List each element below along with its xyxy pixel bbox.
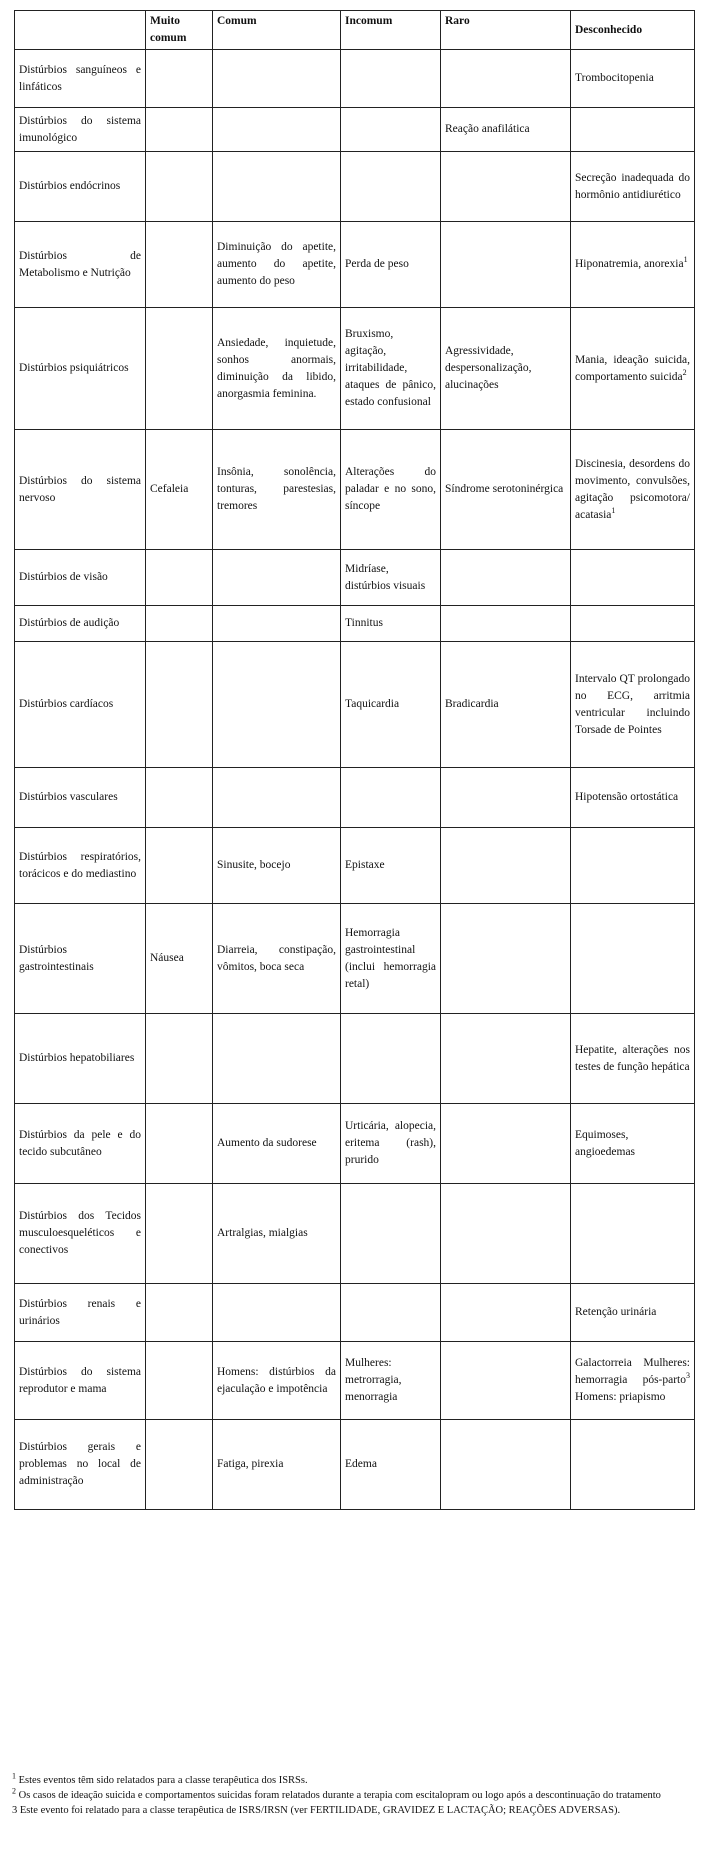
cell-common <box>213 768 341 828</box>
cell-unknown <box>571 904 695 1014</box>
cell-rare <box>441 50 571 108</box>
cell-organ-system: Distúrbios da pele e do tecido subcutâneo <box>15 1104 146 1184</box>
header-rare: Raro <box>441 11 571 50</box>
cell-uncommon: Taquicardia <box>341 642 441 768</box>
cell-organ-system: Distúrbios cardíacos <box>15 642 146 768</box>
cell-unknown <box>571 108 695 152</box>
cell-common <box>213 642 341 768</box>
table-row <box>15 1284 695 1342</box>
cell-organ-system: Distúrbios hepatobiliares <box>15 1014 146 1104</box>
cell-very-common <box>146 152 213 222</box>
cell-common: Aumento da sudorese <box>213 1104 341 1184</box>
cell-uncommon <box>341 50 441 108</box>
cell-common <box>213 1284 341 1342</box>
cell-rare <box>441 904 571 1014</box>
cell-organ-system: Distúrbios gerais e problemas no local de administração <box>15 1420 146 1510</box>
cell-organ-system: Distúrbios do sistema nervoso <box>15 430 146 550</box>
table-row <box>15 430 695 550</box>
cell-very-common <box>146 1342 213 1420</box>
table-row <box>15 828 695 904</box>
cell-uncommon <box>341 1284 441 1342</box>
cell-uncommon: Urticária, alopecia, eritema (rash), prurido <box>341 1104 441 1184</box>
cell-uncommon <box>341 1014 441 1104</box>
footnotes <box>12 1771 696 1819</box>
cell-common <box>213 606 341 642</box>
cell-organ-system: Distúrbios psiquiátricos <box>15 308 146 430</box>
cell-unknown: Trombocitopenia <box>571 50 695 108</box>
cell-very-common <box>146 222 213 308</box>
cell-unknown: Retenção urinária <box>571 1284 695 1342</box>
cell-organ-system: Distúrbios do sistema reprodutor e mama <box>15 1342 146 1420</box>
table-row <box>15 1420 695 1510</box>
cell-common <box>213 50 341 108</box>
cell-rare <box>441 1184 571 1284</box>
table-row <box>15 606 695 642</box>
header-very-common: Muito comum <box>146 11 213 50</box>
cell-common: Fatiga, pirexia <box>213 1420 341 1510</box>
footnote-reference: 2 <box>682 367 687 377</box>
cell-common: Diarreia, constipação, vômitos, boca seca <box>213 904 341 1014</box>
footnote-reference: 3 <box>686 1371 690 1381</box>
cell-common <box>213 550 341 606</box>
cell-rare <box>441 768 571 828</box>
cell-rare <box>441 1284 571 1342</box>
cell-organ-system: Distúrbios endócrinos <box>15 152 146 222</box>
cell-unknown <box>571 1184 695 1284</box>
cell-organ-system: Distúrbios sanguíneos e linfáticos <box>15 50 146 108</box>
cell-rare <box>441 1104 571 1184</box>
cell-very-common <box>146 1184 213 1284</box>
cell-unknown <box>571 550 695 606</box>
cell-very-common: Náusea <box>146 904 213 1014</box>
cell-uncommon: Mulheres: metrorragia, menorragia <box>341 1342 441 1420</box>
cell-common: Sinusite, bocejo <box>213 828 341 904</box>
header-organ-system <box>15 11 146 50</box>
cell-rare <box>441 1420 571 1510</box>
table-row <box>15 152 695 222</box>
cell-organ-system: Distúrbios de visão <box>15 550 146 606</box>
cell-unknown: Intervalo QT prolongado no ECG, arritmia ventricular incluindo Torsade de Pointes <box>571 642 695 768</box>
footnote-reference: 1 <box>611 505 616 515</box>
table-row <box>15 50 695 108</box>
cell-unknown: Hipotensão ortostática <box>571 768 695 828</box>
table-row <box>15 1104 695 1184</box>
cell-very-common <box>146 642 213 768</box>
cell-very-common <box>146 50 213 108</box>
cell-very-common <box>146 1284 213 1342</box>
cell-very-common <box>146 1420 213 1510</box>
table-row <box>15 768 695 828</box>
cell-rare: Bradicardia <box>441 642 571 768</box>
cell-uncommon: Edema <box>341 1420 441 1510</box>
table-row <box>15 1014 695 1104</box>
cell-rare <box>441 550 571 606</box>
cell-very-common <box>146 308 213 430</box>
cell-rare: Reação anafilática <box>441 108 571 152</box>
cell-very-common <box>146 550 213 606</box>
cell-unknown: Equimoses, angioedemas <box>571 1104 695 1184</box>
cell-rare <box>441 222 571 308</box>
cell-uncommon: Epistaxe <box>341 828 441 904</box>
footnote: $^1$ Estes eventos têm sido relatados para a classe terapêutica dos ISRSs. <box>12 1771 308 1786</box>
table-row <box>15 1184 695 1284</box>
cell-uncommon: Perda de peso <box>341 222 441 308</box>
cell-common: Artralgias, mialgias <box>213 1184 341 1284</box>
footnote: $^2$ Os casos de ideação suicida e comportamentos suicidas foram relatados durante a terapia com escitalopram ou logo após a descontinuação do tratamento <box>12 1786 661 1801</box>
table-body <box>15 50 695 1510</box>
table-header-row <box>15 11 695 50</box>
cell-uncommon: Tinnitus <box>341 606 441 642</box>
cell-unknown: Discinesia, desordens do movimento, convulsões, agitação psicomotora/ acatasia$^1$ <box>571 430 695 550</box>
cell-unknown: Hepatite, alterações nos testes de função hepática <box>571 1014 695 1104</box>
cell-rare <box>441 828 571 904</box>
cell-very-common <box>146 1104 213 1184</box>
cell-rare <box>441 1342 571 1420</box>
cell-uncommon: Midríase, distúrbios visuais <box>341 550 441 606</box>
table-row <box>15 222 695 308</box>
cell-organ-system: Distúrbios gastrointestinais <box>15 904 146 1014</box>
cell-very-common <box>146 108 213 152</box>
table-row <box>15 1342 695 1420</box>
cell-rare <box>441 1014 571 1104</box>
cell-common <box>213 108 341 152</box>
cell-rare: Síndrome serotoninérgica <box>441 430 571 550</box>
cell-rare <box>441 152 571 222</box>
cell-uncommon <box>341 108 441 152</box>
cell-unknown <box>571 828 695 904</box>
cell-common <box>213 152 341 222</box>
cell-common <box>213 1014 341 1104</box>
cell-unknown <box>571 606 695 642</box>
cell-organ-system: Distúrbios de audição <box>15 606 146 642</box>
table-row <box>15 642 695 768</box>
cell-organ-system: Distúrbios dos Tecidos musculoesqueléticos e conectivos <box>15 1184 146 1284</box>
cell-unknown <box>571 1420 695 1510</box>
cell-organ-system: Distúrbios de Metabolismo e Nutrição <box>15 222 146 308</box>
cell-unknown: Mania, ideação suicida, comportamento suicida$^2$ <box>571 308 695 430</box>
cell-uncommon <box>341 1184 441 1284</box>
footnote: 3 Este evento foi relatado para a classe terapêutica de ISRS/IRSN (ver FERTILIDADE, GRAVIDEZ E LACTAÇÃO; REAÇÕES ADVERSAS). <box>12 1805 621 1816</box>
cell-organ-system: Distúrbios do sistema imunológico <box>15 108 146 152</box>
cell-common: Insônia, sonolência, tonturas, parestesias, tremores <box>213 430 341 550</box>
cell-common: Homens: distúrbios da ejaculação e impotência <box>213 1342 341 1420</box>
cell-unknown: Hiponatremia, anorexia$^1$ <box>571 222 695 308</box>
table-row <box>15 550 695 606</box>
cell-unknown: Secreção inadequada do hormônio antidiurético <box>571 152 695 222</box>
table-row <box>15 904 695 1014</box>
cell-organ-system: Distúrbios renais e urinários <box>15 1284 146 1342</box>
cell-very-common <box>146 606 213 642</box>
cell-common: Ansiedade, inquietude, sonhos anormais, diminuição da libido, anorgasmia feminina. <box>213 308 341 430</box>
cell-very-common <box>146 768 213 828</box>
cell-rare: Agressividade, despersonalização, alucinações <box>441 308 571 430</box>
cell-uncommon: Hemorragia gastrointestinal (inclui hemorragia retal) <box>341 904 441 1014</box>
adverse-reactions-table <box>14 10 695 1510</box>
cell-organ-system: Distúrbios respiratórios, torácicos e do mediastino <box>15 828 146 904</box>
header-common: Comum <box>213 11 341 50</box>
cell-uncommon <box>341 152 441 222</box>
cell-very-common: Cefaleia <box>146 430 213 550</box>
cell-unknown: Galactorreia Mulheres: hemorragia pós-parto$^3$ Homens: priapismo <box>571 1342 695 1420</box>
cell-uncommon: Bruxismo, agitação, irritabilidade, ataques de pânico, estado confusional <box>341 308 441 430</box>
table-row <box>15 308 695 430</box>
cell-uncommon <box>341 768 441 828</box>
cell-uncommon: Alterações do paladar e no sono, síncope <box>341 430 441 550</box>
table-row <box>15 108 695 152</box>
cell-very-common <box>146 828 213 904</box>
cell-rare <box>441 606 571 642</box>
cell-common: Diminuição do apetite, aumento do apetite, aumento do peso <box>213 222 341 308</box>
cell-very-common <box>146 1014 213 1104</box>
header-unknown: Desconhecido <box>571 11 695 50</box>
cell-organ-system: Distúrbios vasculares <box>15 768 146 828</box>
footnote-reference: 1 <box>683 255 688 265</box>
header-uncommon: Incomum <box>341 11 441 50</box>
